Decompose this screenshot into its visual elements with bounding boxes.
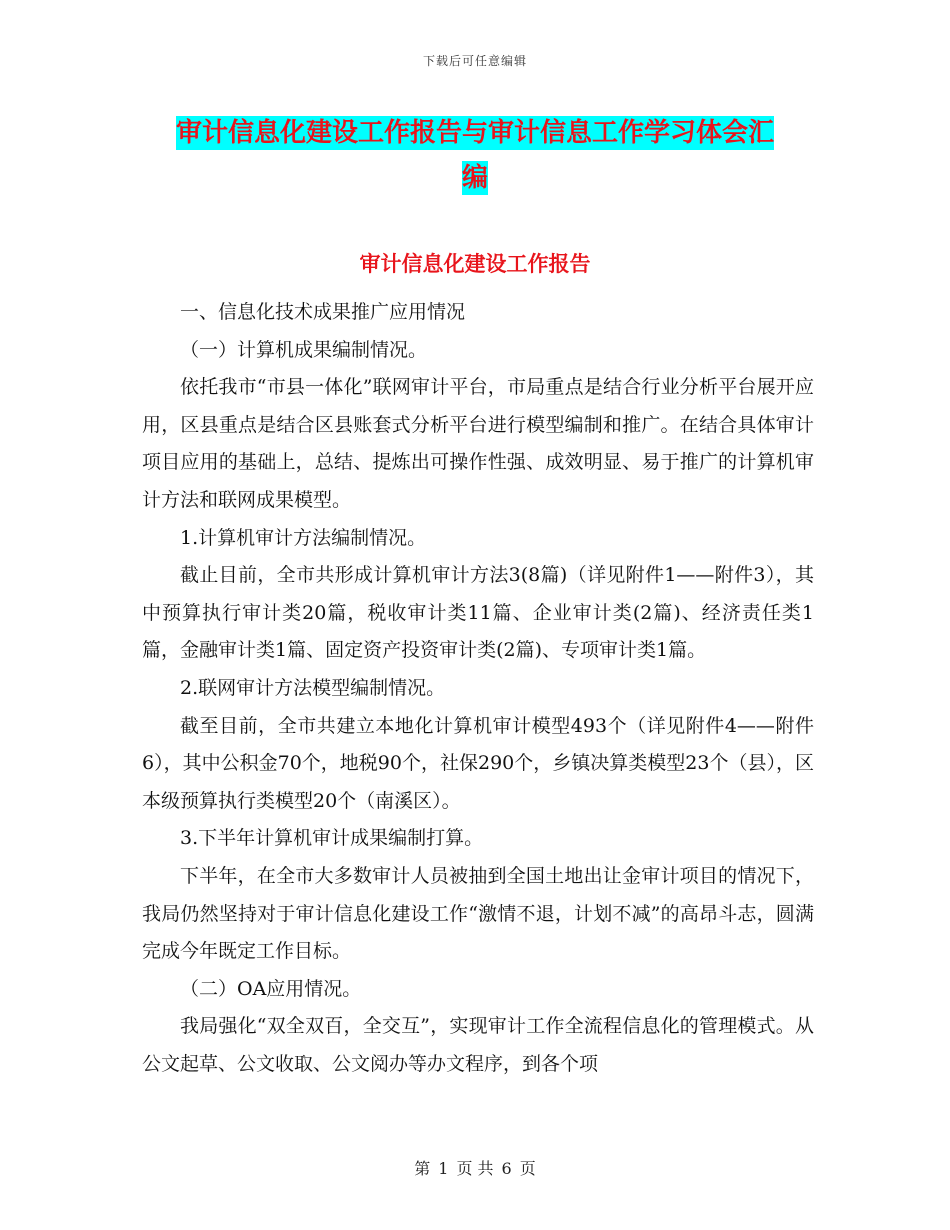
paragraph: （二）OA应用情况。 <box>180 977 362 1000</box>
paragraph: 下半年，在全市大多数审计人员被抽到全国土地出让金审计项目的情况下，我局仍然坚持对于审计信息化建设工作“激情不退，计划不减”的高昂斗志，圆满完成今年既定工作目标。 <box>142 864 814 963</box>
paragraph: （一）计算机成果编制情况。 <box>180 338 428 361</box>
document-body <box>142 294 814 1083</box>
document-title-text-2: 编 <box>461 163 488 193</box>
paragraph: 依托我市“市县一体化”联网审计平台，市局重点是结合行业分析平台展开应用，区县重点是结合区县账套式分析平台进行模型编制和推广。在结合具体审计项目应用的基础上，总结、提炼出可操作性强、成效明显、易于推广的计算机审计方法和联网成果模型。 <box>142 376 814 511</box>
paragraph: 1.计算机审计方法编制情况。 <box>180 526 427 549</box>
paragraph: 截止目前，全市共形成计算机审计方法3(8篇)（详见附件1——附件3），其中预算执行审计类20篇，税收审计类11篇、企业审计类(2篇)、经济责任类1篇，金融审计类1篇、固定资产投资审计类(2篇)、专项审计类1篇。 <box>142 564 814 662</box>
paragraph: 截至目前，全市共建立本地化计算机审计模型493个（详见附件4——附件6），其中公积金70个，地税90个，社保290个，乡镇决算类模型23个（县），区本级预算执行类模型20个（南溪区）。 <box>142 714 814 812</box>
paragraph: 我局强化“双全双百，全交互”，实现审计工作全流程信息化的管理模式。从公文起草、公文收取、公文阅办等办文程序，到各个项 <box>142 1015 814 1075</box>
footer-suffix: 页 <box>519 1159 536 1178</box>
document-title-text-1: 审计信息化建设工作报告与审计信息工作学习体会汇 <box>175 118 774 148</box>
page-footer <box>0 1156 950 1179</box>
footer-mid: 页 共 <box>456 1159 494 1178</box>
paragraph: 一、信息化技术成果推广应用情况 <box>180 301 466 323</box>
footer-total-pages: 6 <box>501 1159 512 1178</box>
section-title: 审计信息化建设工作报告 <box>359 252 591 276</box>
footer-prefix: 第 <box>414 1159 431 1178</box>
document-title-line-2 <box>0 157 950 194</box>
document-title-line-1 <box>0 112 950 149</box>
header-note: 下载后可任意编辑 <box>422 54 527 68</box>
paragraph: 3.下半年计算机审计成果编制打算。 <box>180 827 484 850</box>
footer-page-number: 1 <box>438 1159 449 1178</box>
paragraph: 2.联网审计方法模型编制情况。 <box>180 676 446 699</box>
